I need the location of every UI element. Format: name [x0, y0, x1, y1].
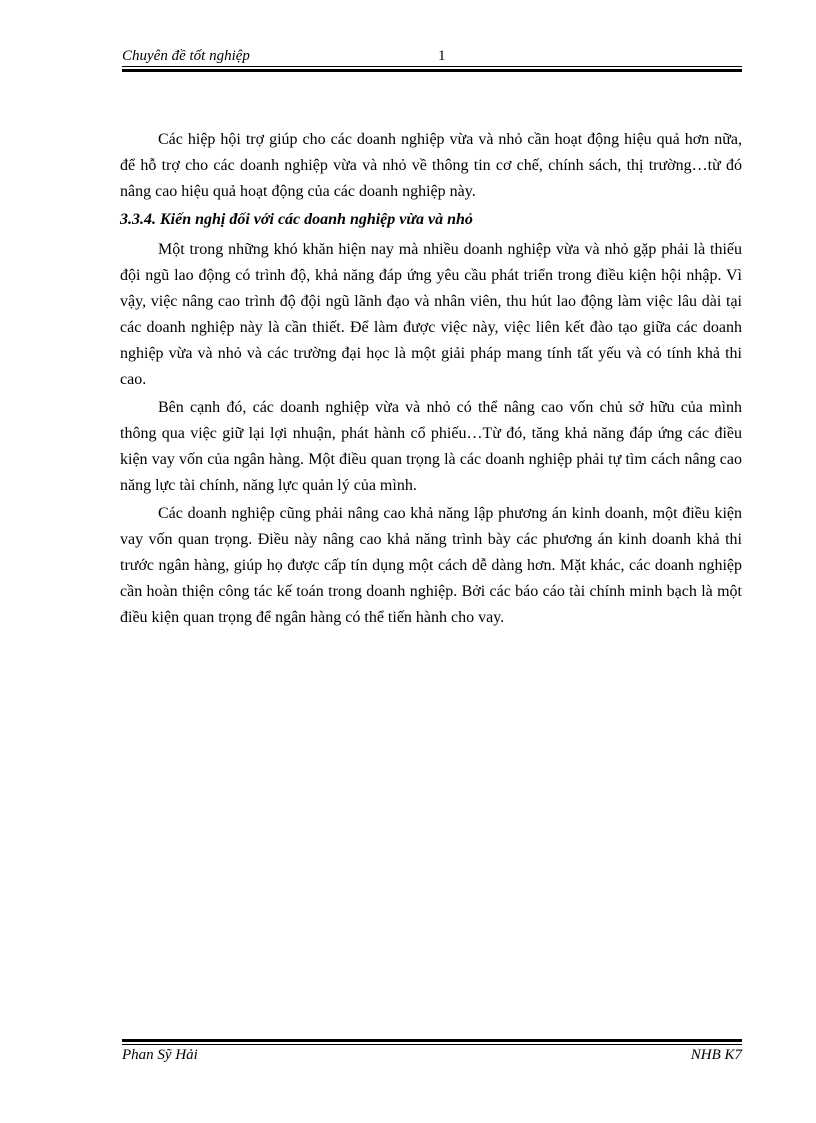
- footer-rule-thin: [122, 1044, 742, 1045]
- paragraph-associations: Các hiệp hội trợ giúp cho các doanh nghiệp vừa và nhỏ cần hoạt động hiệu quả hơn nữa, để hỗ trợ cho các doanh nghiệp vừa và nhỏ về thông tin cơ chế, chính sách, thị trường…từ đó nâng cao hiệu quả hoạt động của các doanh nghiệp này.: [120, 131, 742, 200]
- page-footer: [122, 1047, 742, 1067]
- page-number: 1: [438, 48, 446, 64]
- page-body: [120, 127, 742, 633]
- paragraph-equity: Bên cạnh đó, các doanh nghiệp vừa và nhỏ có thể nâng cao vốn chủ sở hữu của mình thông qua việc giữ lại lợi nhuận, phát hành cổ phiếu…Từ đó, tăng khả năng đáp ứng các điều kiện vay vốn của ngân hàng. Một điều quan trọng là các doanh nghiệp phải tự tìm cách nâng cao năng lực tài chính, năng lực quản lý của mình.: [120, 399, 742, 494]
- class-code: NHB K7: [690, 1047, 742, 1063]
- header-rule-thick: [122, 69, 742, 72]
- footer-rule-thick: [122, 1039, 742, 1042]
- section-heading: 3.3.4. Kiến nghị đối với các doanh nghiệp vừa và nhỏ: [120, 211, 473, 228]
- page-header: [122, 46, 742, 64]
- document-title: Chuyên đề tốt nghiệp: [122, 48, 250, 64]
- paragraph-workforce: Một trong những khó khăn hiện nay mà nhiều doanh nghiệp vừa và nhỏ gặp phải là thiếu đội ngũ lao động có trình độ, khả năng đáp ứng yêu cầu phát triển trong điều kiện hội nhập. Vì vậy, việc nâng cao trình độ đội ngũ lãnh đạo và nhân viên, thu hút lao động làm việc lâu dài tại các doanh nghiệp này là cần thiết. Để làm được việc này, việc liên kết đào tạo giữa các doanh nghiệp vừa và nhỏ và các trường đại học là một giải pháp mang tính tất yếu và có tính khả thi cao.: [120, 241, 742, 388]
- header-rule-thin: [122, 66, 742, 67]
- author-name: Phan Sỹ Hải: [122, 1047, 198, 1063]
- paragraph-business-plan: Các doanh nghiệp cũng phải nâng cao khả năng lập phương án kinh doanh, một điều kiện vay vốn quan trọng. Điều này nâng cao khả năng trình bày các phương án kinh doanh khả thi trước ngân hàng, giúp họ được cấp tín dụng một cách dễ dàng hơn. Mặt khác, các doanh nghiệp cần hoàn thiện công tác kế toán trong doanh nghiệp. Bởi các báo cáo tài chính minh bạch là một điều kiện quan trọng để ngân hàng có thể tiến hành cho vay.: [120, 505, 742, 626]
